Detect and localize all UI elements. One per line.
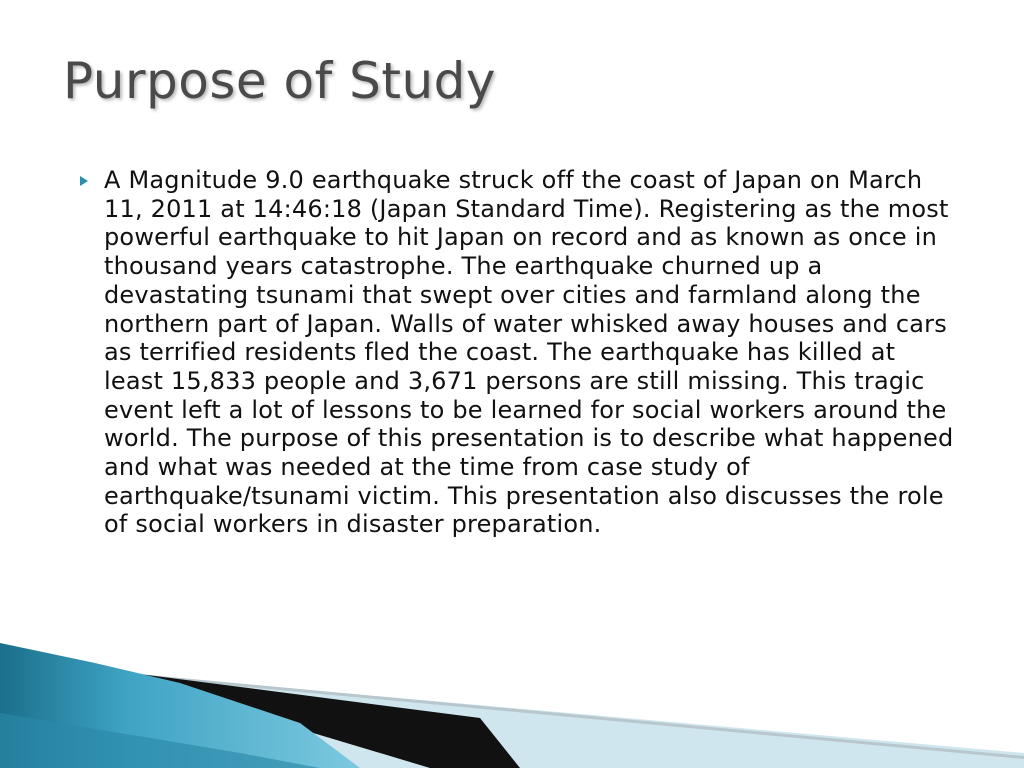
slide-body [78,166,958,539]
triangle-right-icon [78,175,90,187]
decorative-wave-stripes [0,643,1024,768]
slide-title: Purpose of Study [63,52,496,110]
bullet-text: A Magnitude 9.0 earthquake struck off the coast of Japan on March 11, 2011 at 14:46:18 (Japan Standard Time). Registering as the most powerful earthquake to hit Japan on record and as known as once in thousand years catastrophe. The earthquake churned up a devastating tsunami that swept over cities and farmland along the northern part of Japan. Walls of water whisked away houses and cars as terrified residents fled the coast. The earthquake has killed at least 15,833 people and 3,671 persons are still missing. This tragic event left a lot of lessons to be learned for social workers around the world. The purpose of this presentation is to describe what happened and what was needed at the time from case study of earthquake/tsunami victim. This presentation also discusses the role of social workers in disaster preparation. [104,166,954,539]
bullet-item [78,166,958,539]
